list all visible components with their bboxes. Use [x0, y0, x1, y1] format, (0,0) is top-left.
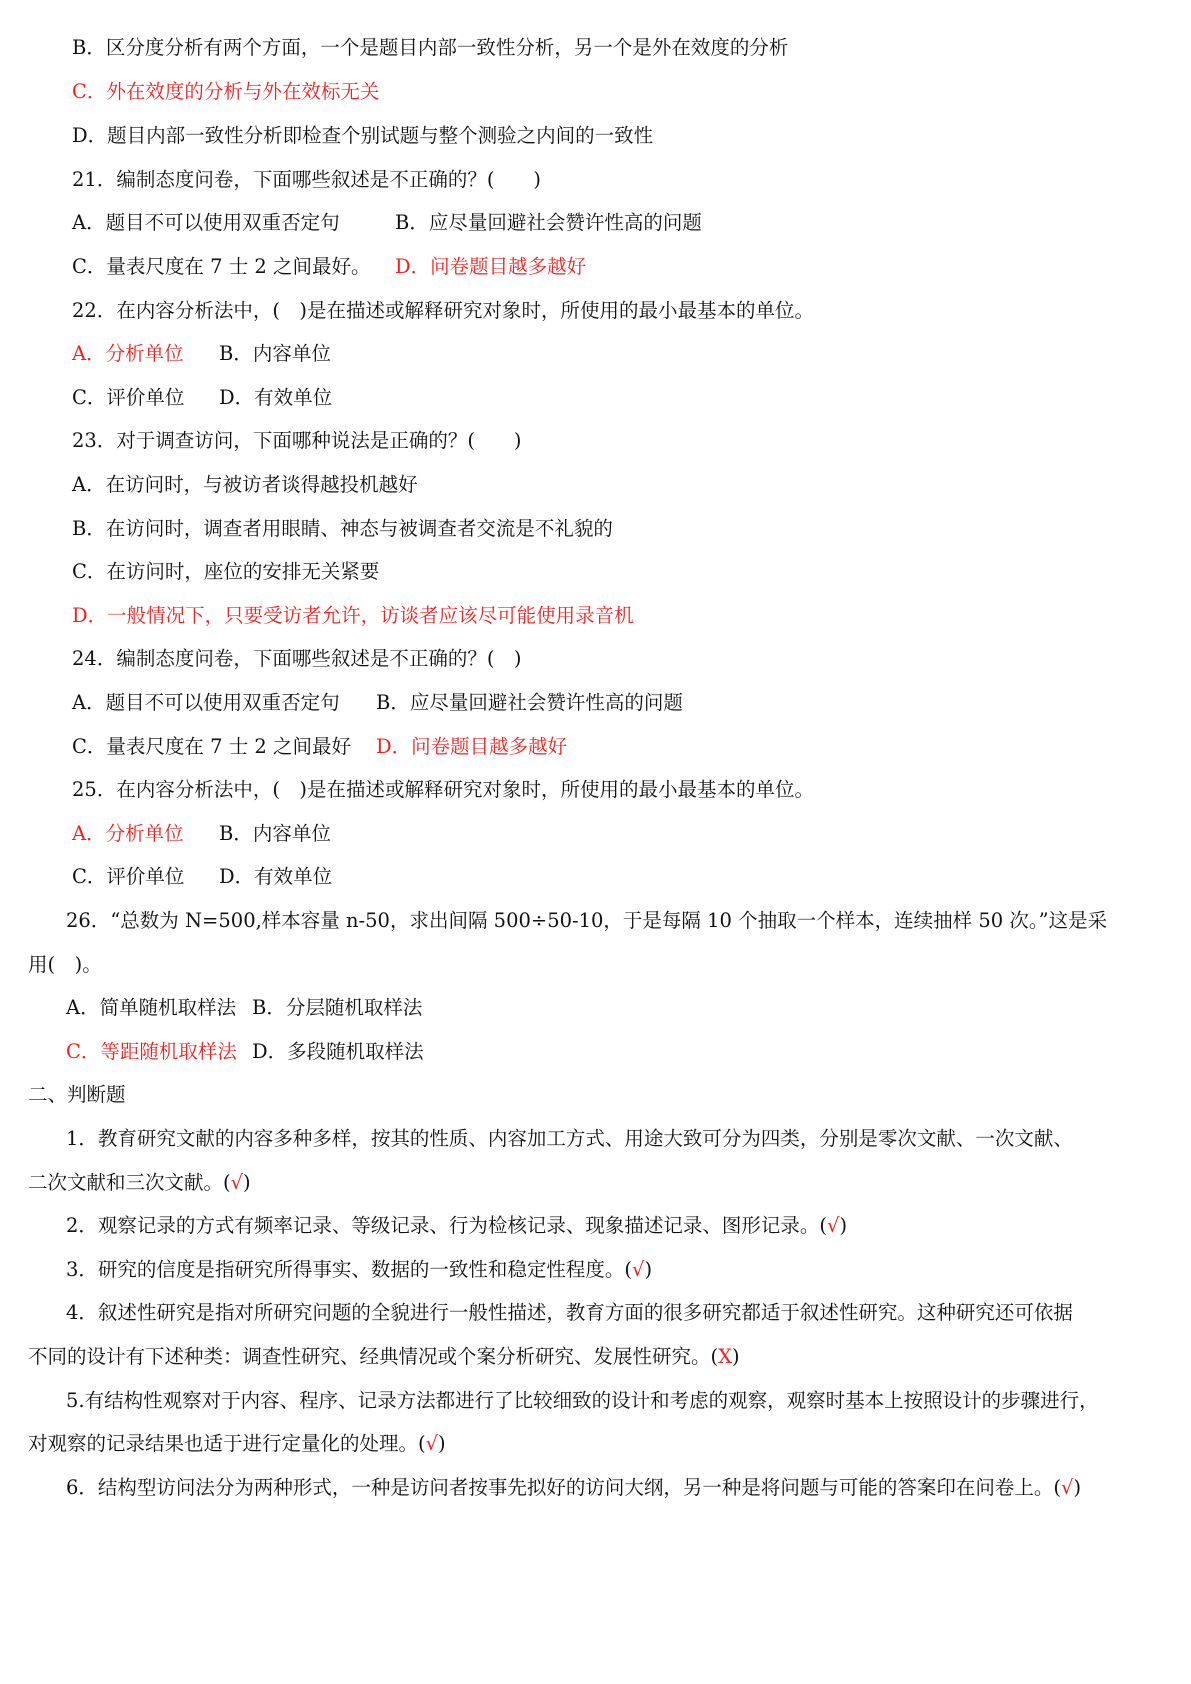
q22-option-c: C．评价单位 — [72, 386, 185, 409]
q23-stem: 23．对于调查访问，下面哪种说法是正确的？( ) — [72, 429, 522, 452]
q25-option-a-answer: A．分析单位 — [72, 822, 184, 845]
judge-1-close: ) — [243, 1171, 251, 1194]
section-title-true-false: 二、判断题 — [28, 1083, 126, 1106]
judge-2-mark: √ — [827, 1214, 840, 1237]
judge-4-text: 不同的设计有下述种类：调查性研究、经典情况或个案分析研究、发展性研究。( — [28, 1345, 719, 1368]
q25-stem: 25．在内容分析法中，( )是在描述或解释研究对象时，所使用的最小最基本的单位。 — [72, 778, 815, 801]
q21-option-d-answer: D．问卷题目越多越好 — [395, 255, 587, 278]
q23-option-a: A．在访问时，与被访者谈得越投机越好 — [72, 473, 418, 496]
judge-3-mark: √ — [632, 1258, 645, 1281]
judge-4-line2 — [28, 1345, 740, 1369]
q25-option-b: B．内容单位 — [219, 822, 331, 845]
judge-1-line2 — [28, 1171, 251, 1195]
q24-stem: 24．编制态度问卷，下面哪些叙述是不正确的？( ) — [72, 647, 522, 670]
q21-option-c: C．量表尺度在 7 士 2 之间最好。 — [72, 255, 371, 278]
q20-option-c-answer: C．外在效度的分析与外在效标无关 — [72, 80, 380, 103]
q23-option-d-answer: D．一般情况下，只要受访者允许，访谈者应该尽可能使用录音机 — [72, 604, 634, 627]
judge-1-text: 二次文献和三次文献。( — [28, 1171, 231, 1194]
judge-3-text: 3．研究的信度是指研究所得事实、数据的一致性和稳定性程度。( — [66, 1258, 633, 1281]
judge-6-close: ) — [1073, 1476, 1082, 1499]
q26-option-d: D．多段随机取样法 — [252, 1040, 424, 1063]
judge-6-mark: √ — [1061, 1476, 1074, 1499]
q22-stem: 22．在内容分析法中，( )是在描述或解释研究对象时，所使用的最小最基本的单位。 — [72, 299, 815, 322]
q24-option-a: A．题目不可以使用双重否定句 — [72, 691, 340, 714]
judge-1-line1: 1．教育研究文献的内容多种多样，按其的性质、内容加工方式、用途大致可分为四类，分别是零次文献、一次文献、 — [66, 1127, 1073, 1150]
q24-option-d-answer: D．问卷题目越多越好 — [376, 735, 568, 758]
judge-1-mark: √ — [230, 1171, 244, 1194]
judge-5-mark: √ — [425, 1432, 439, 1455]
q26-option-b: B．分层随机取样法 — [252, 996, 423, 1019]
judge-4-mark: X — [718, 1345, 732, 1368]
q26-stem-line1: 26．“总数为 N=500,样本容量 n-50，求出间隔 500÷50-10，于是每隔 10 个抽取一个样本，连续抽样 50 次。”这是采 — [66, 909, 1108, 932]
judge-2 — [66, 1214, 847, 1238]
judge-3-close: ) — [644, 1258, 653, 1281]
judge-5-text: 对观察的记录结果也适于进行定量化的处理。( — [28, 1432, 426, 1455]
judge-5-line1: 5.有结构性观察对于内容、程序、记录方法都进行了比较细致的设计和考虑的观察，观察时基本上按照设计的步骤进行， — [66, 1389, 1099, 1412]
q23-option-b: B．在访问时，调查者用眼睛、神态与被调查者交流是不礼貌的 — [72, 517, 613, 540]
judge-4-close: ) — [732, 1345, 740, 1368]
q21-option-a: A．题目不可以使用双重否定句 — [72, 211, 340, 234]
q22-option-a-answer: A．分析单位 — [72, 342, 184, 365]
q23-option-c: C．在访问时，座位的安排无关紧要 — [72, 560, 380, 583]
q21-option-b: B．应尽量回避社会赞许性高的问题 — [395, 211, 702, 234]
judge-2-text: 2．观察记录的方式有频率记录、等级记录、行为检核记录、现象描述记录、图形记录。( — [66, 1214, 828, 1237]
q26-stem-line2: 用( )。 — [28, 953, 102, 976]
q25-option-c: C．评价单位 — [72, 865, 185, 888]
judge-5-close: ) — [438, 1432, 446, 1455]
q25-option-d: D．有效单位 — [219, 865, 333, 888]
judge-6 — [66, 1476, 1081, 1500]
q26-option-c-answer: C．等距随机取样法 — [66, 1040, 237, 1063]
judge-4-line1: 4．叙述性研究是指对所研究问题的全貌进行一般性描述，教育方面的很多研究都适于叙述性研究。这种研究还可依据 — [66, 1301, 1073, 1324]
q26-option-a: A．简单随机取样法 — [66, 996, 237, 1019]
q20-option-b: B．区分度分析有两个方面，一个是题目内部一致性分析，另一个是外在效度的分析 — [72, 36, 789, 59]
q24-option-c: C．量表尺度在 7 士 2 之间最好 — [72, 735, 352, 758]
q21-stem: 21．编制态度问卷，下面哪些叙述是不正确的？( ) — [72, 168, 542, 191]
judge-5-line2 — [28, 1432, 446, 1456]
q20-option-d: D．题目内部一致性分析即检查个别试题与整个测验之内间的一致性 — [72, 124, 654, 147]
judge-3 — [66, 1258, 652, 1282]
q24-option-b: B．应尽量回避社会赞许性高的问题 — [376, 691, 683, 714]
judge-6-text: 6．结构型访问法分为两种形式，一种是访问者按事先拟好的访问大纲，另一种是将问题与可能的答案印在问卷上。( — [66, 1476, 1062, 1499]
q22-option-b: B．内容单位 — [219, 342, 331, 365]
judge-2-close: ) — [839, 1214, 848, 1237]
q22-option-d: D．有效单位 — [219, 386, 333, 409]
